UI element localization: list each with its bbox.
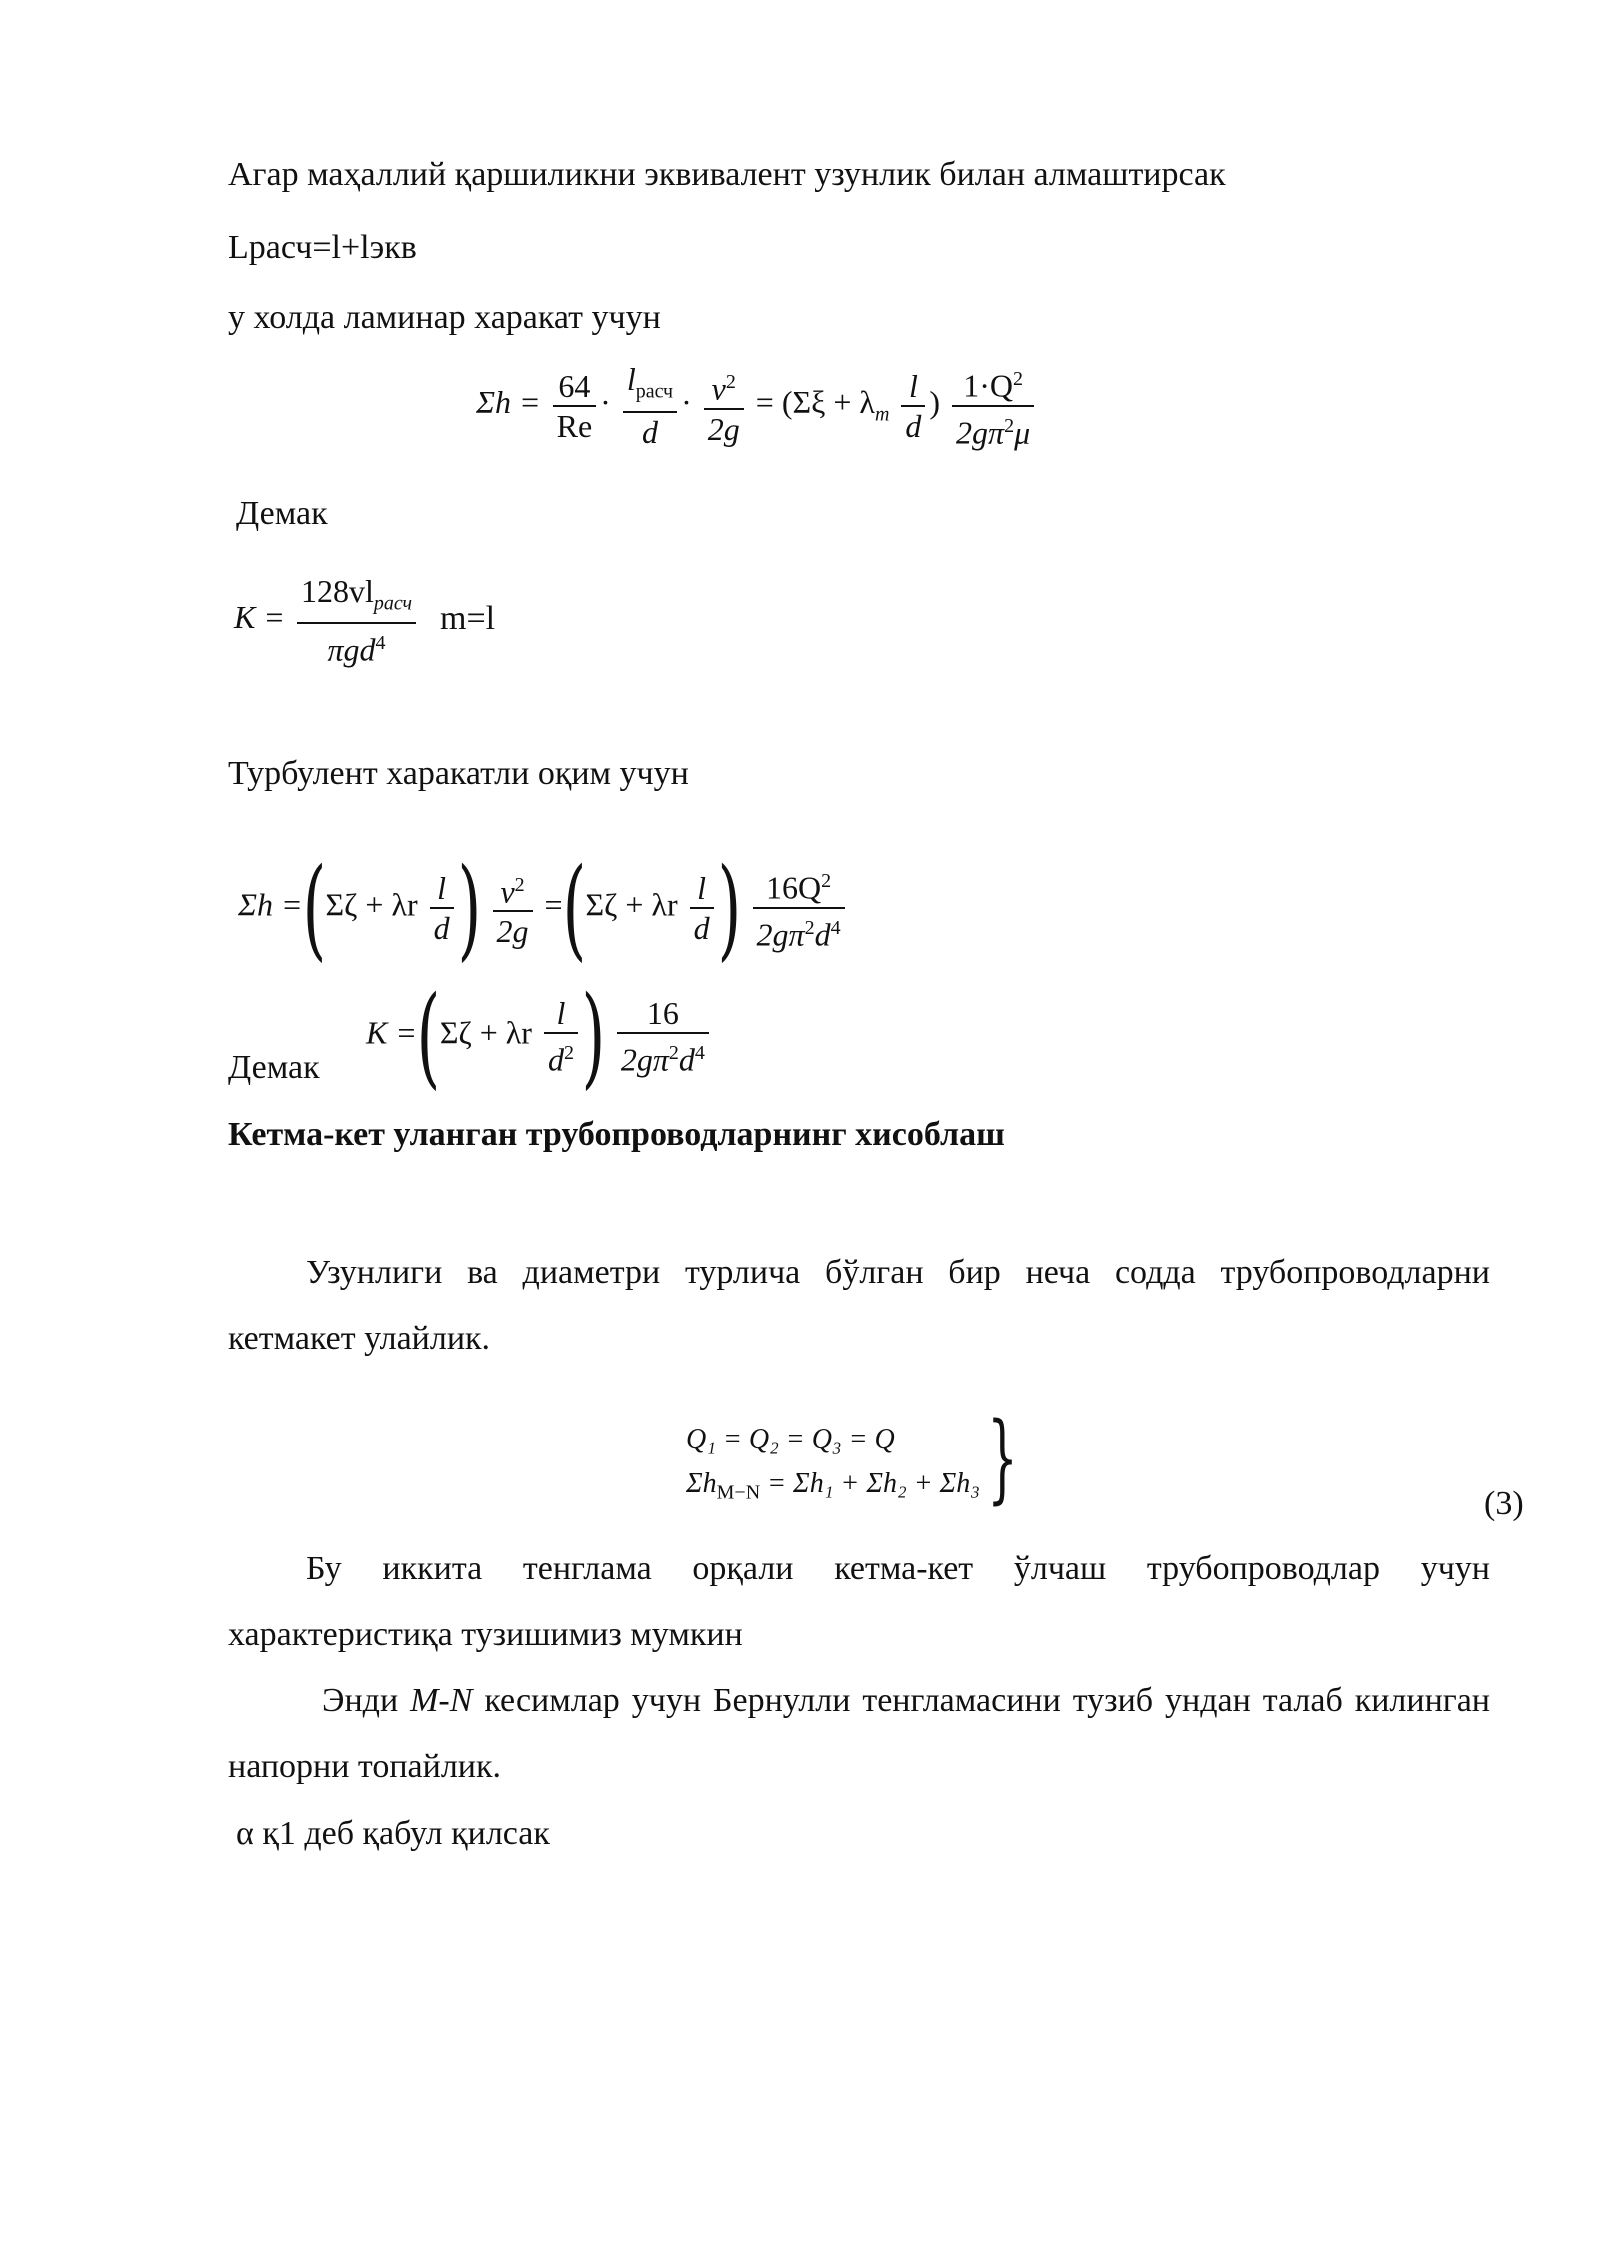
formula-k-laminar: [234, 572, 420, 669]
f3-16q-sup: 2: [821, 870, 832, 893]
paragraph-alpha: α қ1 деб қабул қилсак: [236, 1815, 550, 1852]
f4-frac-16: [617, 994, 709, 1079]
f2-frac: [297, 572, 416, 669]
f3-den-sup: 2: [804, 917, 815, 939]
p3-a: Энди: [322, 1682, 411, 1719]
f3-v-sup: 2: [514, 873, 525, 896]
paragraph-intro: Агар маҳаллий қаршиликни эквивалент узунлик билан алмаштирсак: [228, 156, 1226, 193]
f1-lhs: Σh =: [476, 384, 541, 420]
f1-2g: 2g: [707, 410, 740, 447]
paragraph-turbulent: Турбулент харакатли оқим учун: [228, 755, 689, 792]
f4-den: 2gπ: [620, 1041, 669, 1078]
paragraph-laminar: у холда ламинар харакат учун: [228, 299, 661, 336]
label-demak-1: Демак: [236, 495, 328, 532]
f3-l2: l: [690, 869, 714, 909]
f2-num-sub: расч: [373, 592, 412, 615]
formula-turbulent-sum-h: [238, 844, 849, 972]
p3-mn: M-N: [410, 1682, 473, 1719]
f3-inner: Σζ + λr: [325, 886, 418, 923]
formula-lrasch: Lрасч=l+lэкв: [228, 229, 417, 266]
f1-den: Re: [556, 407, 593, 444]
f1-frac-l-d: [623, 360, 677, 450]
f4-16: 16: [617, 994, 709, 1034]
f5-row2-a: Σh: [686, 1468, 717, 1499]
f1-d2: d: [905, 407, 922, 444]
f4-den-sup2: 4: [694, 1041, 705, 1064]
f3-l: l: [430, 869, 454, 909]
f4-l: l: [544, 994, 578, 1034]
f1-v-sup: 2: [725, 371, 736, 394]
f3-frac-l-d: [430, 869, 454, 947]
section-heading: Кетма-кет уланган трубопроводларнинг хисоблаш: [228, 1116, 1005, 1153]
f4-paren-open: (: [416, 972, 441, 1100]
f5-row2-sub: M−N: [716, 1481, 761, 1504]
f2-lhs: K =: [234, 598, 285, 635]
p3-b: кесимлар учун Бернулли тенгламасини тузиб ундан талаб килинган напорни топайлик.: [228, 1682, 1490, 1785]
f2-den: πgd: [327, 632, 376, 669]
f1-l-sub: расч: [635, 380, 674, 403]
f3-paren-open: (: [302, 844, 326, 972]
f1-num: 64: [553, 367, 597, 407]
f1-d: d: [641, 413, 658, 450]
label-m-eq: m=l: [440, 600, 496, 637]
f3-2g: 2g: [496, 913, 529, 950]
f5-row2: [686, 1462, 980, 1515]
f4-frac-l-d2: [544, 994, 578, 1079]
label-demak-2: Демак: [228, 1049, 320, 1086]
f1-mid: = (Σξ + λ: [755, 384, 875, 420]
f2-den-sup: 4: [375, 632, 386, 655]
f1-q: 1·Q: [963, 367, 1013, 404]
f4-inner: Σζ + λr: [439, 1014, 532, 1051]
f4-d-sup: 2: [563, 1041, 574, 1064]
f2-num: 128vl: [300, 573, 374, 609]
f4-lhs: K =: [366, 1014, 417, 1051]
f1-mu: μ: [1014, 414, 1031, 451]
f3-paren-close-2: ): [717, 844, 741, 972]
f1-v: v: [711, 370, 726, 407]
f3-frac-l-d-2: [690, 869, 714, 947]
f3-paren-close: ): [457, 844, 481, 972]
f1-frac-l-d-2: [901, 367, 925, 445]
f1-frac-v-2g: [704, 363, 744, 448]
f1-den2: 2gπ: [956, 414, 1005, 451]
f4-paren-close: ): [581, 972, 606, 1100]
f4-d: d: [547, 1041, 564, 1078]
f3-d2: d: [693, 910, 710, 946]
f1-l2: l: [901, 367, 925, 407]
f3-den-sup2: 4: [830, 917, 841, 939]
f5-row2-b: = Σh₁ + Σh₂ + Σh₃: [760, 1468, 980, 1499]
f1-den2-sup: 2: [1004, 414, 1015, 437]
formula-system-brace: }: [987, 1402, 1018, 1514]
f4-den-sup: 2: [668, 1041, 679, 1064]
f3-v: v: [500, 873, 515, 910]
f3-lhs: Σh =: [238, 886, 303, 923]
f1-mid-sub: m: [874, 403, 890, 426]
f1-frac-q: [952, 360, 1034, 451]
paragraph-pipes: Узунлиги ва диаметри турлича бўлган бир неча содда трубопроводларни кетмакет улайлик.: [228, 1254, 1490, 1357]
f1-close: ): [929, 384, 941, 420]
equation-number: (3): [1484, 1485, 1524, 1522]
f1-q-sup: 2: [1012, 368, 1023, 390]
formula-laminar-sum-h: Σh = $\frac{64}{Re}$ · $\frac{l_{расч}}{d}$ · $\frac{v^2}{2g}$ = ($\Sigma\xi + \lambda_m$ $\frac{l}{d}$ ) $\frac{1\cdot Q^2}{2g\pi^2\mu}$: [476, 360, 1038, 451]
paragraph-characteristic: Бу иккита тенглама орқали кетма-кет ўлчаш трубопроводлар учун характеристиқа тузишимиз мумкин: [228, 1550, 1490, 1653]
f3-d: d: [433, 910, 450, 946]
paragraph-bernoulli: [228, 1668, 1490, 1800]
f3-frac-v-2g: [493, 866, 533, 951]
f3-eq: =: [544, 886, 563, 923]
f5-row1: Q₁ = Q₂ = Q₃ = Q: [686, 1424, 895, 1455]
f3-paren-open-2: (: [562, 844, 586, 972]
f4-den-d: d: [678, 1041, 695, 1078]
f3-frac-16q: [753, 862, 845, 953]
formula-k-turbulent: [366, 972, 713, 1100]
f3-den-d: d: [814, 916, 831, 953]
f3-inner2: Σζ + λr: [585, 886, 678, 923]
f1-l: l: [626, 361, 636, 398]
f1-frac-64-re: [553, 367, 597, 445]
f3-den: 2gπ: [756, 916, 805, 953]
f3-16q: 16Q: [765, 870, 822, 906]
formula-system-3: [686, 1418, 980, 1515]
